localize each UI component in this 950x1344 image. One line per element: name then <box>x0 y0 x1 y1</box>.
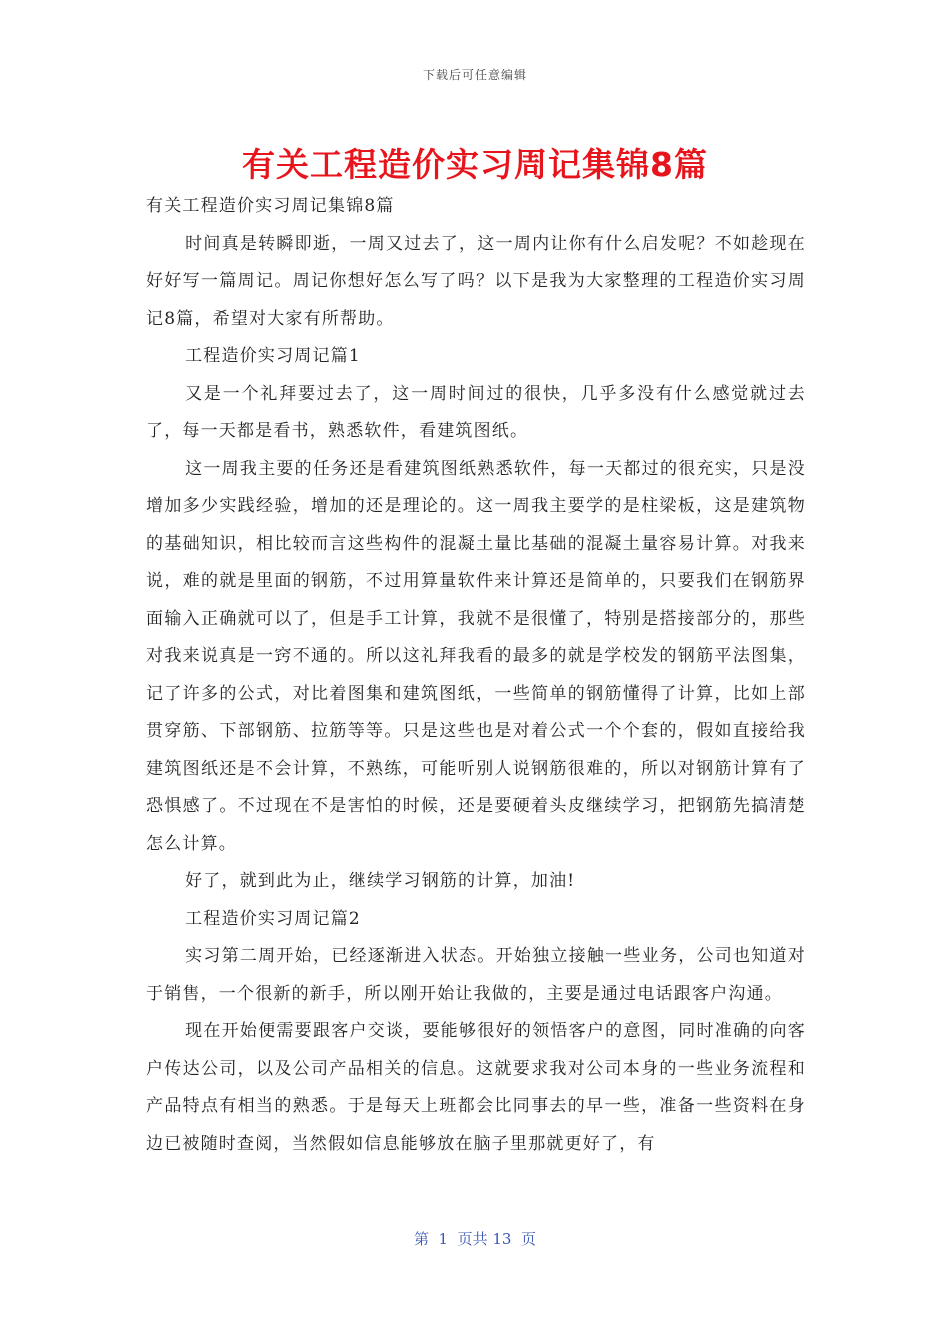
body-paragraph-5: 好了，就到此为止，继续学习钢筋的计算，加油! <box>185 871 576 891</box>
header-note: 下载后可任意编辑 <box>422 68 527 82</box>
body-paragraph-7: 实习第二周开始，已经逐渐进入状态。开始独立接触一些业务，公司也知道对于销售，一个很新的新手，所以刚开始让我做的，主要是通过电话跟客户沟通。 <box>146 946 806 1004</box>
body-paragraph-1: 时间真是转瞬即逝，一周又过去了，这一周内让你有什么启发呢？不如趁现在好好写一篇周记。周记你想好怎么写了吗？以下是我为大家整理的工程造价实习周记8篇，希望对大家有所帮助。 <box>146 233 806 329</box>
body-paragraph-8: 现在开始便需要跟客户交谈，要能够很好的领悟客户的意图，同时准确的向客户传达公司，以及公司产品相关的信息。这就要求我对公司本身的一些业务流程和产品特点有相当的熟悉。于是每天上班都会比同事去的早一些，准备一些资料在身边已被随时查阅，当然假如信息能够放在脑子里那就更好了，有 <box>146 1021 806 1154</box>
section-heading-2: 工程造价实习周记篇2 <box>185 908 361 929</box>
body-paragraph-4: 这一周我主要的任务还是看建筑图纸熟悉软件，每一天都过的很充实，只是没增加多少实践经验，增加的还是理论的。这一周我主要学的是柱梁板，这是建筑物的基础知识，相比较而言这些构件的混凝土量比基础的混凝土量容易计算。对我来说，难的就是里面的钢筋，不过用算量软件来计算还是简单的，只要我们在钢筋界面输入正确就可以了，但是手工计算，我就不是很懂了，特别是搭接部分的，那些对我来说真是一窍不通的。所以这礼拜我看的最多的就是学校发的钢筋平法图集，记了许多的公式，对比着图集和建筑图纸，一些简单的钢筋懂得了计算，比如上部贯穿筋、下部钢筋、拉筋等等。只是这些也是对着公式一个个套的，假如直接给我建筑图纸还是不会计算，不熟练，可能听别人说钢筋很难的，所以对钢筋计算有了恐惧感了。不过现在不是害怕的时候，还是要硬着头皮继续学习，把钢筋先搞清楚怎么计算。 <box>146 458 806 854</box>
page-footer: 第 1 页共 13 页 <box>413 1230 536 1248</box>
section-heading-1: 工程造价实习周记篇1 <box>185 346 361 366</box>
document-title: 有关工程造价实习周记集锦8篇 <box>242 145 708 184</box>
body-paragraph-3: 又是一个礼拜要过去了，这一周时间过的很快，几乎多没有什么感觉就过去了，每一天都是看书，熟悉软件，看建筑图纸。 <box>146 383 806 441</box>
document-body <box>146 188 806 1163</box>
body-paragraph-0: 有关工程造价实习周记集锦8篇 <box>146 196 395 216</box>
